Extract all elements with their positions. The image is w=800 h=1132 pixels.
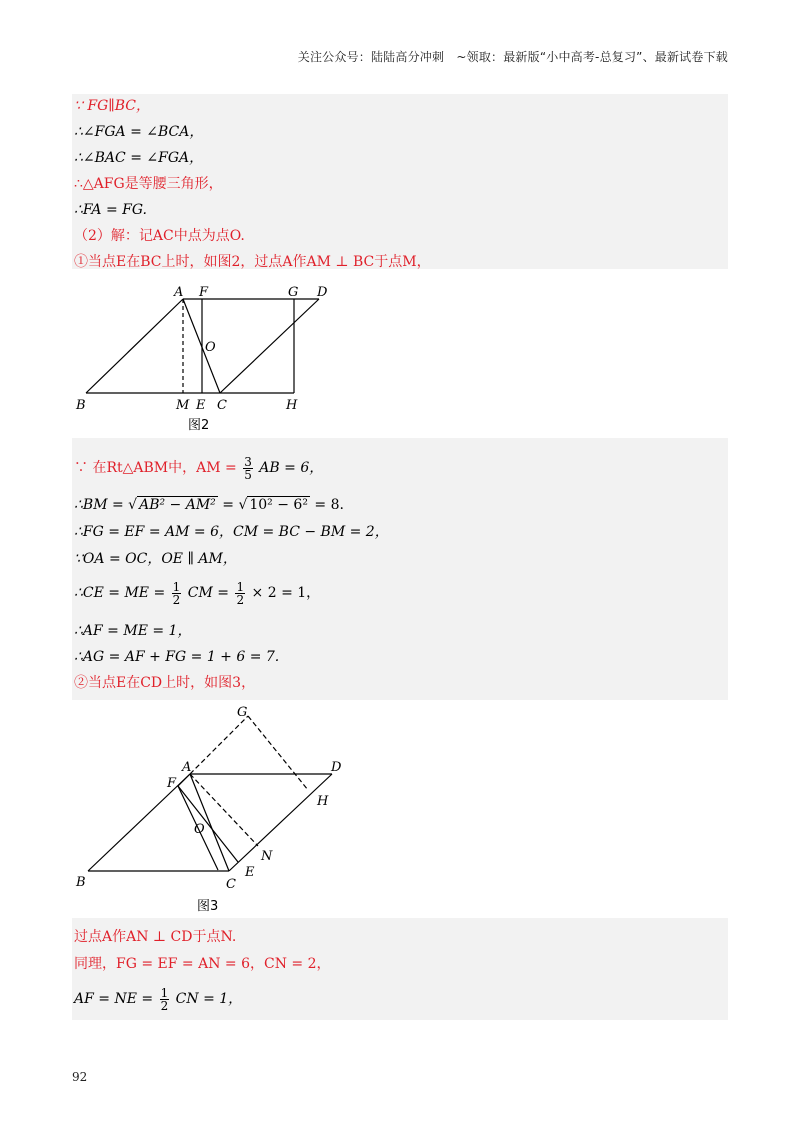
proof-line-af: ∴AF = ME = 1， bbox=[74, 623, 192, 639]
label-G: G bbox=[237, 705, 248, 720]
proof-line-fg: ∴FG = EF = AM = 6，CM = BC − BM = 2， bbox=[74, 524, 389, 540]
label-N: N bbox=[261, 849, 273, 864]
label-O: O bbox=[205, 340, 216, 355]
proof-line-an: 过点A作AN ⊥ CD于点N. bbox=[74, 929, 237, 945]
page-number: 92 bbox=[72, 1070, 88, 1084]
figure-2-caption: 图2 bbox=[188, 418, 210, 433]
proof-line-4: ∴△AFG是等腰三角形， bbox=[74, 176, 223, 192]
label-H: H bbox=[286, 398, 298, 413]
label-B: B bbox=[76, 398, 86, 413]
case-2-heading: ②当点E在CD上时，如图3， bbox=[74, 675, 256, 691]
label-A: A bbox=[182, 760, 192, 775]
proof-line-same: 同理，FG = EF = AN = 6，CN = 2， bbox=[74, 956, 331, 972]
proof-line-am: ∵ 在Rt△ABM中，AM = $\frac{3}{5}$ AB = 6， bbox=[74, 454, 324, 482]
label-O: O bbox=[194, 822, 205, 837]
label-F: F bbox=[167, 776, 177, 791]
label-G: G bbox=[288, 285, 299, 300]
label-A: A bbox=[174, 285, 184, 300]
label-D: D bbox=[331, 760, 342, 775]
label-D: D bbox=[317, 285, 328, 300]
proof-line-1: ∵ FG∥BC， bbox=[74, 98, 150, 114]
proof-line-ce: ∴CE = ME = $\frac{1}{2}$ CM = $\frac{1}{2}$ × 2 = 1， bbox=[74, 579, 321, 607]
proof-line-bm: ∴BM = √ AB² − AM² = √ 10² − 6² = 8. bbox=[74, 497, 344, 513]
proof-line-oa: ∵OA = OC，OE ∥ AM， bbox=[74, 551, 237, 567]
figure-3 bbox=[72, 700, 348, 918]
proof-line-5: ∴FA = FG. bbox=[74, 202, 147, 218]
part-2-heading: （2）解：记AC中点为点O. bbox=[74, 228, 245, 244]
label-B: B bbox=[76, 875, 86, 890]
label-C: C bbox=[226, 877, 236, 892]
figure-2 bbox=[72, 276, 334, 438]
proof-line-ag: ∴AG = AF + FG = 1 + 6 = 7. bbox=[74, 649, 280, 665]
page-header: 关注公众号：陆陆高分冲刺 ~领取：最新版“小中高考-总复习”、最新试卷下载 bbox=[297, 50, 728, 64]
label-E: E bbox=[196, 398, 206, 413]
label-E: E bbox=[245, 865, 255, 880]
label-M: M bbox=[176, 398, 190, 413]
proof-line-ne: AF = NE = $\frac{1}{2}$ CN = 1， bbox=[74, 985, 243, 1013]
label-F: F bbox=[199, 285, 209, 300]
figure-2-diagram bbox=[72, 276, 334, 438]
figure-3-caption: 图3 bbox=[197, 899, 219, 914]
label-H: H bbox=[317, 794, 329, 809]
label-C: C bbox=[217, 398, 227, 413]
figure-3-diagram bbox=[72, 700, 348, 918]
proof-line-3: ∴∠BAC = ∠FGA， bbox=[74, 150, 204, 166]
case-1-heading: ①当点E在BC上时，如图2，过点A作AM ⊥ BC于点M， bbox=[74, 254, 431, 270]
proof-line-2: ∴∠FGA = ∠BCA， bbox=[74, 124, 204, 140]
